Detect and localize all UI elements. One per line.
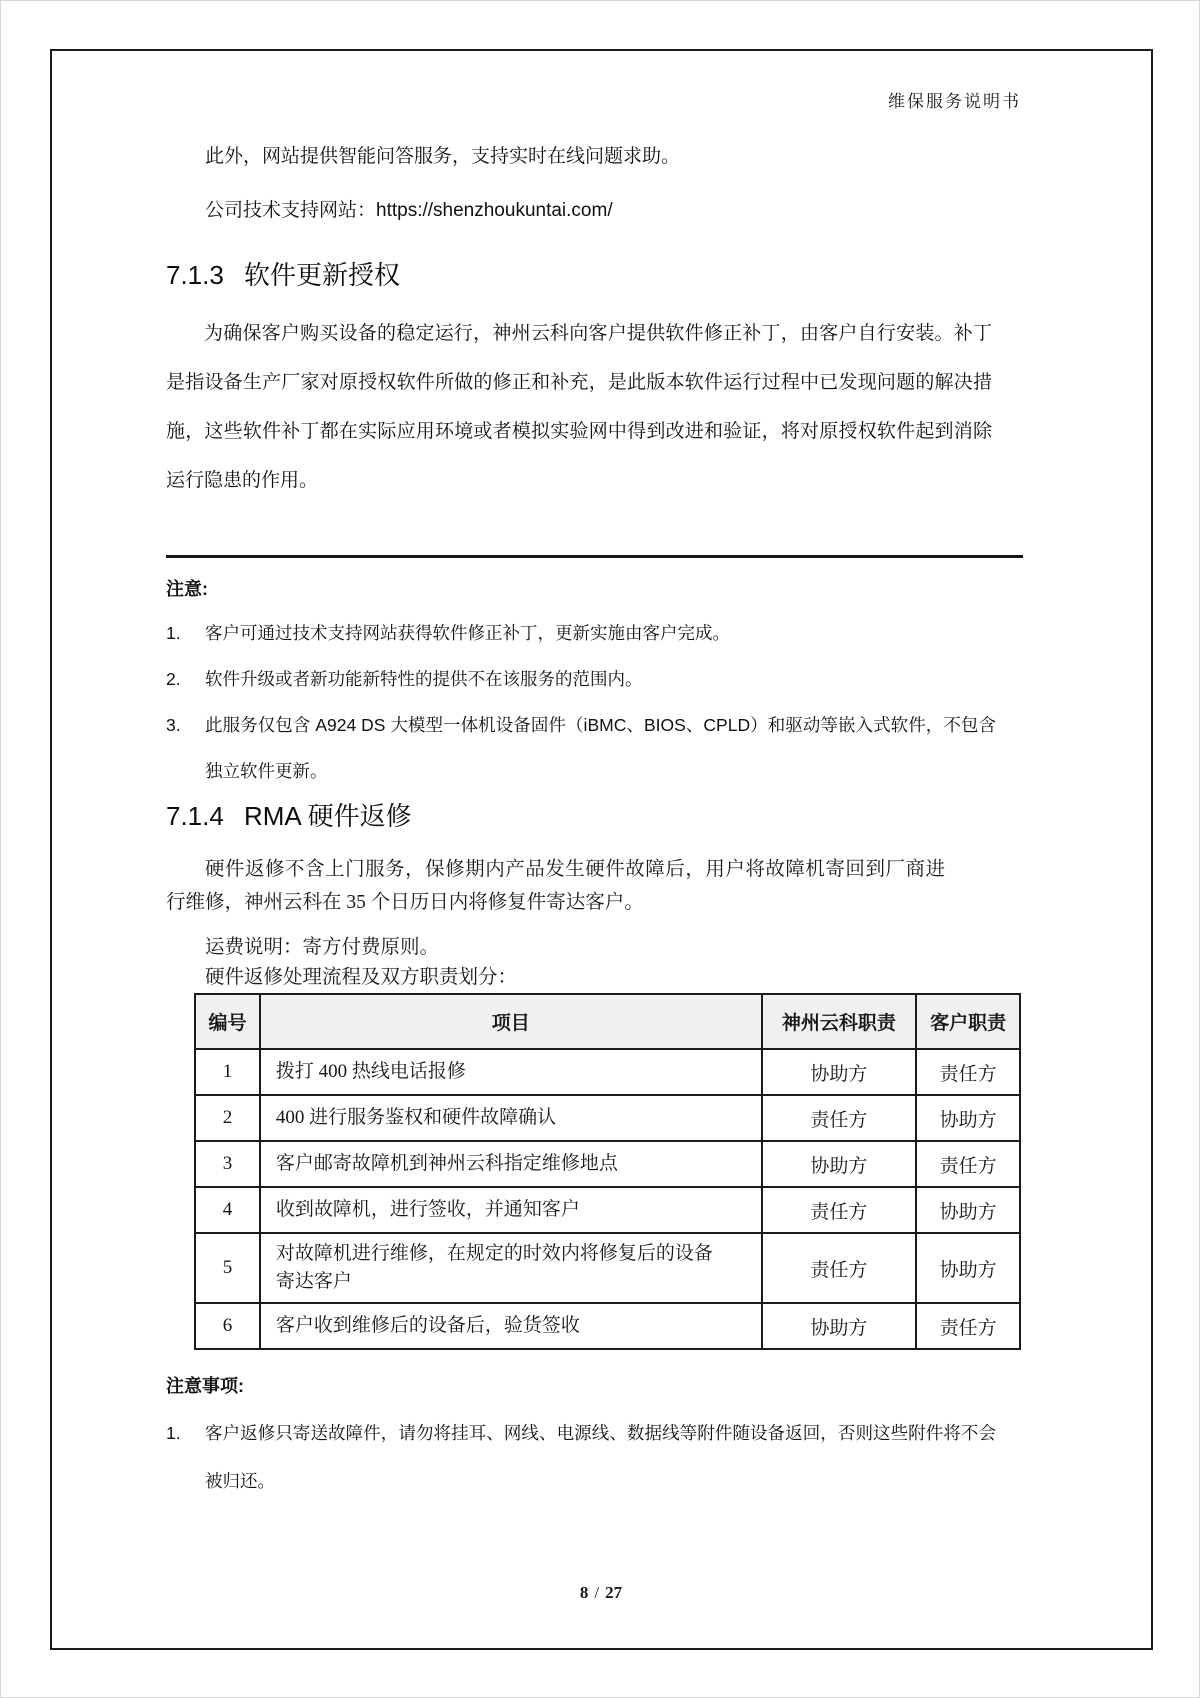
- table-header-row: [195, 994, 1020, 1049]
- cell-item: 对故障机进行维修，在规定的时效内将修复后的设备寄达客户: [260, 1233, 762, 1303]
- table-row: [195, 1095, 1020, 1141]
- notes-list: [166, 610, 996, 794]
- list-item: [166, 656, 996, 702]
- support-site-label: 公司技术支持网站：: [205, 200, 377, 221]
- page-number-footer: [1, 1583, 1200, 1603]
- section-title: RMA 硬件返修: [244, 801, 412, 831]
- cell-item: 400 进行服务鉴权和硬件故障确认: [260, 1095, 762, 1141]
- notice-label: 注意事项:: [166, 1376, 244, 1396]
- list-item-number: 3.: [166, 715, 181, 735]
- column-header-szk: 神州云科职责: [762, 994, 917, 1049]
- cell-no: 1: [195, 1049, 260, 1095]
- list-item-number: 2.: [166, 669, 181, 689]
- list-item-text: 软件升级或者新功能新特性的提供不在该服务的范围内。: [205, 669, 643, 689]
- cell-no: 4: [195, 1187, 260, 1233]
- table-row: [195, 1187, 1020, 1233]
- shipping-note: 运费说明：寄方付费原则。: [205, 937, 440, 958]
- cell-no: 3: [195, 1141, 260, 1187]
- cell-szk: 协助方: [762, 1141, 917, 1187]
- cell-customer: 协助方: [916, 1095, 1020, 1141]
- cell-no: 2: [195, 1095, 260, 1141]
- total-page-count: 27: [605, 1583, 623, 1602]
- cell-szk: 责任方: [762, 1095, 917, 1141]
- column-header-item: 项目: [260, 994, 762, 1049]
- cell-customer: 责任方: [916, 1141, 1020, 1187]
- cell-no: 5: [195, 1233, 260, 1303]
- cell-customer: 协助方: [916, 1187, 1020, 1233]
- list-item: [166, 610, 996, 656]
- section-number: 7.1.4: [166, 801, 224, 831]
- cell-customer: 协助方: [916, 1233, 1020, 1303]
- table-row: [195, 1141, 1020, 1187]
- section-heading-7-1-4: [166, 796, 412, 833]
- list-item-text: 此服务仅包含 A924 DS 大模型一体机设备固件（iBMC、BIOS、CPLD）和驱动等嵌入式软件，不包含独立软件更新。: [205, 715, 996, 781]
- list-item-number: 1.: [166, 623, 181, 643]
- cell-item: 收到故障机，进行签收，并通知客户: [260, 1187, 762, 1233]
- section-title: 软件更新授权: [244, 260, 401, 290]
- cell-item: 客户邮寄故障机到神州云科指定维修地点: [260, 1141, 762, 1187]
- cell-customer: 责任方: [916, 1049, 1020, 1095]
- section-divider: [166, 555, 1023, 558]
- list-item-text: 客户可通过技术支持网站获得软件修正补丁，更新实施由客户完成。: [205, 623, 730, 643]
- column-header-no: 编号: [195, 994, 260, 1049]
- support-site-url: https://shenzhoukuntai.com/: [376, 200, 613, 221]
- table-row: [195, 1049, 1020, 1095]
- cell-customer: 责任方: [916, 1303, 1020, 1349]
- table-row: [195, 1233, 1020, 1303]
- rma-responsibility-table: [194, 993, 1021, 1350]
- cell-item: 拨打 400 热线电话报修: [260, 1049, 762, 1095]
- list-item-text: 客户返修只寄送故障件，请勿将挂耳、网线、电源线、数据线等附件随设备返回，否则这些附件将不会被归还。: [205, 1423, 996, 1491]
- cell-szk: 责任方: [762, 1187, 917, 1233]
- table-row: [195, 1303, 1020, 1349]
- section-7-1-3-body: 为确保客户购买设备的稳定运行，神州云科向客户提供软件修正补丁，由客户自行安装。补丁是指设备生产厂家对原授权软件所做的修正和补充，是此版本软件运行过程中已发现问题的解决措施，这些软件补丁都在实际应用环境或者模拟实验网中得到改进和验证，将对原授权软件起到消除运行隐患的作用。: [166, 323, 992, 491]
- table-intro: 硬件返修处理流程及双方职责划分：: [205, 967, 518, 988]
- current-page-number: 8: [579, 1583, 589, 1602]
- cell-item: 客户收到维修后的设备后，验货签收: [260, 1303, 762, 1349]
- list-item: [166, 1409, 996, 1505]
- list-item: [166, 702, 996, 794]
- document-header-title: 维保服务说明书: [888, 92, 1021, 111]
- page-number-separator: /: [594, 1583, 600, 1602]
- section-number: 7.1.3: [166, 260, 224, 290]
- cell-szk: 协助方: [762, 1049, 917, 1095]
- support-site-paragraph: [205, 195, 613, 222]
- section-heading-7-1-3: [166, 255, 400, 292]
- intro-paragraph: 此外，网站提供智能问答服务，支持实时在线问题求助。: [205, 146, 681, 167]
- note-label: 注意:: [166, 579, 208, 599]
- list-item-number: 1.: [166, 1423, 181, 1443]
- cell-no: 6: [195, 1303, 260, 1349]
- column-header-customer: 客户职责: [916, 994, 1020, 1049]
- cell-szk: 协助方: [762, 1303, 917, 1349]
- notices-list: [166, 1409, 996, 1505]
- cell-szk: 责任方: [762, 1233, 917, 1303]
- section-7-1-4-body: 硬件返修不含上门服务，保修期内产品发生硬件故障后，用户将故障机寄回到厂商进行维修，神州云科在 35 个日历日内将修复件寄达客户。: [166, 859, 945, 913]
